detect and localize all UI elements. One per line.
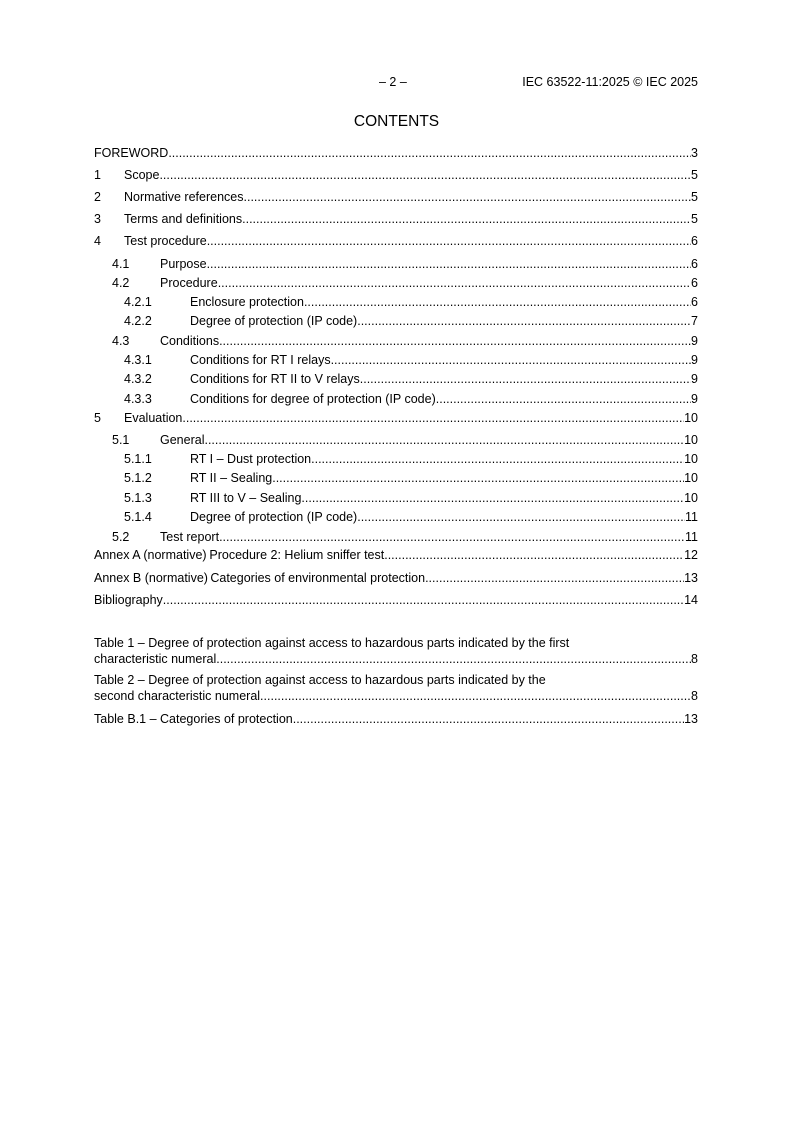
table-entry-line: second characteristic numeral — [94, 689, 261, 703]
toc-entry-conditions-rt-i[interactable] — [124, 352, 698, 368]
toc-page-number: 9 — [691, 392, 698, 406]
toc-page-number: 10 — [684, 452, 698, 466]
toc-entry-text: RT III to V – Sealing — [190, 491, 302, 505]
toc-entry-text: Scope — [124, 168, 160, 182]
toc-leader-dots — [242, 211, 691, 227]
toc-leader-dots — [168, 145, 691, 161]
toc-entry-evaluation[interactable] — [94, 410, 698, 426]
table-entry-line: characteristic numeral — [94, 652, 217, 666]
toc-leader-dots — [384, 547, 684, 563]
toc-entry-text: Bibliography — [94, 593, 163, 607]
toc-entry-conditions-ip-code[interactable] — [124, 391, 698, 407]
table-list-entry-table-2[interactable] — [94, 672, 698, 704]
toc-entry-conditions-rt-ii-to-v[interactable] — [124, 371, 698, 387]
toc-leader-dots — [357, 509, 685, 525]
toc-page-number: 5 — [691, 190, 698, 204]
toc-section-number: 4.3.1 — [124, 353, 152, 367]
toc-entry-text: Normative references — [124, 190, 244, 204]
toc-section-number: 4.2 — [112, 276, 130, 290]
toc-entry-text: Terms and definitions — [124, 212, 243, 226]
toc-page-number: 6 — [691, 234, 698, 248]
toc-leader-dots — [293, 711, 684, 727]
toc-entry-text: Test report — [160, 530, 220, 544]
toc-entry-test-procedure[interactable] — [94, 233, 698, 249]
standard-reference: IEC 63522-11:2025 © IEC 2025 — [522, 75, 698, 89]
toc-section-number: 1 — [94, 168, 101, 182]
toc-leader-dots — [244, 189, 692, 205]
table-entry-line: Table 1 – Degree of protection against access to hazardous parts indicated by the first — [94, 636, 570, 650]
toc-page-number: 8 — [691, 689, 698, 703]
toc-entry-rt-iii-to-v-sealing[interactable] — [124, 490, 698, 506]
toc-leader-dots — [260, 688, 691, 704]
toc-page-number: 7 — [691, 314, 698, 328]
toc-page-number: 11 — [685, 510, 698, 524]
toc-section-number: 4.3 — [112, 334, 130, 348]
toc-entry-annex-b[interactable] — [94, 570, 698, 586]
toc-leader-dots — [219, 333, 691, 349]
toc-page-number: 9 — [691, 372, 698, 386]
toc-page-number: 13 — [684, 712, 698, 726]
toc-entry-text: Purpose — [160, 257, 207, 271]
toc-entry-text: FOREWORD — [94, 146, 169, 160]
toc-leader-dots — [182, 410, 684, 426]
toc-leader-dots — [204, 432, 684, 448]
toc-page-number: 6 — [691, 295, 698, 309]
page-title: CONTENTS — [353, 113, 440, 130]
toc-entry-text: Degree of protection (IP code) — [190, 314, 358, 328]
toc-section-number: 2 — [94, 190, 101, 204]
toc-leader-dots — [331, 352, 691, 368]
toc-leader-dots — [357, 313, 691, 329]
toc-entry-foreword[interactable] — [94, 145, 698, 161]
toc-entry-annex-a[interactable] — [94, 547, 698, 563]
toc-section-number: 5.1.2 — [124, 471, 152, 485]
toc-page-number: 13 — [684, 571, 698, 585]
toc-section-number: 5.1.1 — [124, 452, 152, 466]
toc-leader-dots — [436, 391, 691, 407]
toc-page-number: 3 — [691, 146, 698, 160]
toc-leader-dots — [304, 294, 691, 310]
toc-entry-text: Conditions — [160, 334, 220, 348]
toc-leader-dots — [216, 651, 691, 667]
toc-section-number: 4 — [94, 234, 101, 248]
toc-entry-purpose[interactable] — [112, 256, 698, 272]
toc-entry-bibliography[interactable] — [94, 592, 698, 608]
toc-section-number: 5.1 — [112, 433, 130, 447]
toc-section-number: 4.1 — [112, 257, 130, 271]
toc-entry-conditions[interactable] — [112, 333, 698, 349]
toc-entry-general[interactable] — [112, 432, 698, 448]
toc-leader-dots — [218, 275, 691, 291]
toc-entry-text: Procedure — [160, 276, 218, 290]
toc-leader-dots — [311, 451, 684, 467]
toc-entry-scope[interactable] — [94, 167, 698, 183]
toc-page-number: 10 — [684, 491, 698, 505]
toc-entry-terms-and-definitions[interactable] — [94, 211, 698, 227]
toc-page-number: 10 — [684, 411, 698, 425]
toc-entry-normative-references[interactable] — [94, 189, 698, 205]
toc-leader-dots — [207, 233, 691, 249]
toc-page-number: 10 — [684, 471, 698, 485]
toc-entry-text: Degree of protection (IP code) — [190, 510, 358, 524]
toc-annex-label: Annex B (normative) — [94, 571, 208, 585]
toc-entry-test-report[interactable] — [112, 529, 698, 545]
toc-entry-degree-of-protection-eval[interactable] — [124, 509, 698, 525]
toc-entry-text: Conditions for RT II to V relays — [190, 372, 360, 386]
toc-leader-dots — [207, 256, 691, 272]
toc-page-number: 9 — [691, 353, 698, 367]
toc-entry-procedure[interactable] — [112, 275, 698, 291]
toc-page-number: 5 — [691, 212, 698, 226]
toc-section-number: 5 — [94, 411, 101, 425]
table-entry-line: Table B.1 – Categories of protection — [94, 712, 293, 726]
toc-entry-rt-ii-sealing[interactable] — [124, 470, 698, 486]
toc-page-number: 12 — [684, 548, 698, 562]
toc-entry-text: Enclosure protection — [190, 295, 304, 309]
toc-entry-text: Categories of environmental protection — [210, 571, 426, 585]
toc-entry-text: General — [160, 433, 205, 447]
table-list-entry-table-1[interactable] — [94, 635, 698, 667]
toc-page-number: 5 — [691, 168, 698, 182]
toc-leader-dots — [301, 490, 684, 506]
toc-leader-dots — [163, 592, 684, 608]
toc-entry-text: Procedure 2: Helium sniffer test — [209, 548, 385, 562]
toc-section-number: 4.2.2 — [124, 314, 152, 328]
toc-entry-text: Conditions for RT I relays — [190, 353, 331, 367]
page-number: – 2 – — [379, 75, 407, 89]
toc-section-number: 4.3.3 — [124, 392, 152, 406]
toc-leader-dots — [360, 371, 691, 387]
table-entry-line: Table 2 – Degree of protection against access to hazardous parts indicated by the — [94, 673, 546, 687]
toc-page-number: 14 — [684, 593, 698, 607]
toc-section-number: 5.2 — [112, 530, 130, 544]
toc-entry-text: Evaluation — [124, 411, 183, 425]
toc-leader-dots — [219, 529, 685, 545]
toc-entry-enclosure-protection[interactable] — [124, 294, 698, 310]
toc-section-number: 5.1.3 — [124, 491, 152, 505]
toc-page-number: 8 — [691, 652, 698, 666]
toc-page-number: 6 — [691, 257, 698, 271]
toc-entry-text: Conditions for degree of protection (IP code) — [190, 392, 436, 406]
toc-page-number: 6 — [691, 276, 698, 290]
toc-section-number: 4.3.2 — [124, 372, 152, 386]
toc-leader-dots — [425, 570, 684, 586]
toc-page-number: 10 — [684, 433, 698, 447]
toc-entry-text: RT II – Sealing — [190, 471, 273, 485]
toc-entry-text: Test procedure — [124, 234, 207, 248]
toc-annex-label: Annex A (normative) — [94, 548, 207, 562]
toc-entry-rt-i-dust[interactable] — [124, 451, 698, 467]
toc-leader-dots — [159, 167, 691, 183]
toc-section-number: 5.1.4 — [124, 510, 152, 524]
toc-section-number: 4.2.1 — [124, 295, 152, 309]
toc-section-number: 3 — [94, 212, 101, 226]
toc-page-number: 11 — [685, 530, 698, 544]
toc-leader-dots — [272, 470, 684, 486]
table-list-entry-table-b1[interactable] — [94, 711, 698, 727]
toc-page-number: 9 — [691, 334, 698, 348]
toc-entry-text: RT I – Dust protection — [190, 452, 312, 466]
toc-entry-degree-of-protection[interactable] — [124, 313, 698, 329]
